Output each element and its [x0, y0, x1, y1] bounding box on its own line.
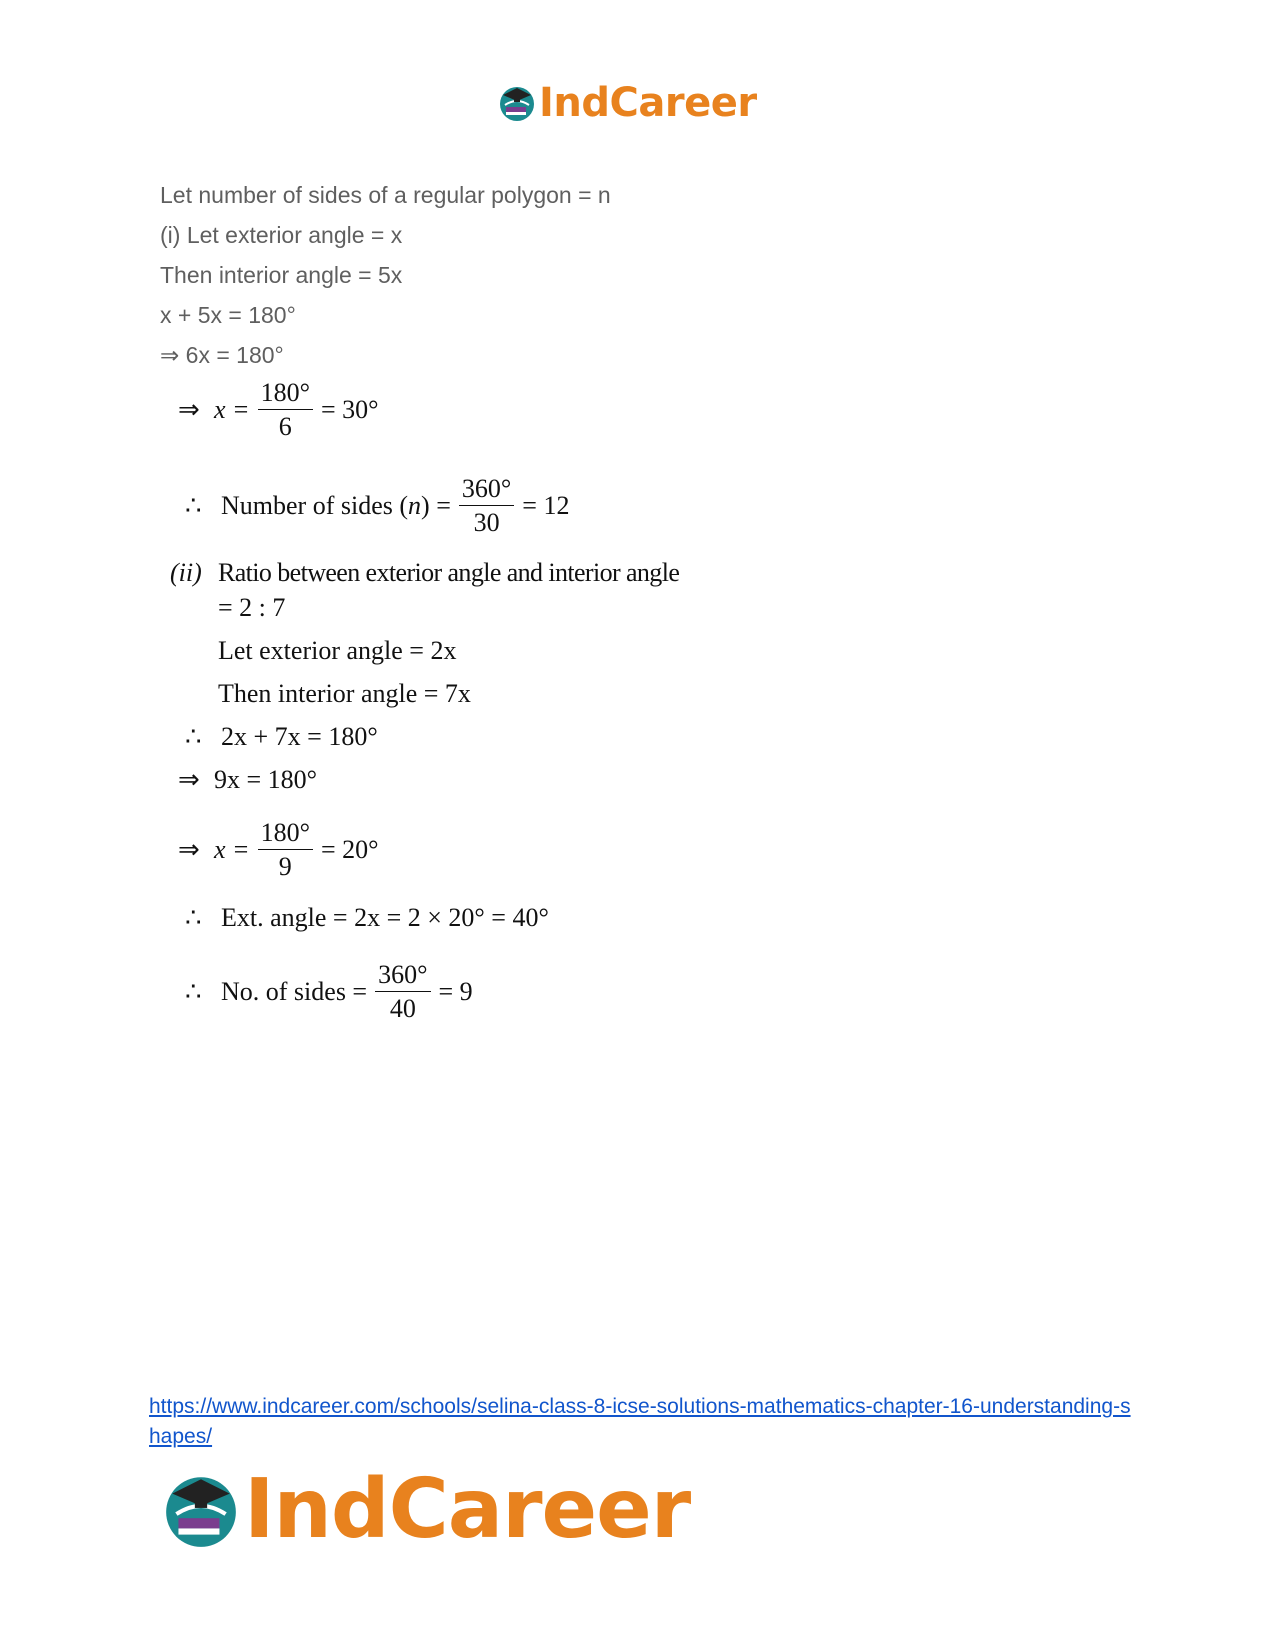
footer-logo: [160, 1462, 691, 1557]
fraction: [258, 820, 313, 880]
denominator: 40: [389, 994, 416, 1023]
intro-line-1: Let number of sides of a regular polygon = n: [160, 182, 611, 208]
intro-line-5: ⇒ 6x = 180°: [160, 342, 284, 368]
equals: =: [436, 491, 451, 520]
sides-result: = 9: [438, 977, 473, 1006]
x-lhs: x =: [214, 395, 250, 424]
part-i-sides-equation: ∴ Number of sides ( n ) = $\frac{360^\circ}{30}$ = 12: [185, 474, 570, 537]
sides-label: Number of sides: [221, 491, 393, 520]
interior-angle-line: Then interior angle = 7x: [218, 679, 471, 708]
part-ii-marker: (ii): [170, 558, 202, 587]
nine-x-text: 9x = 180°: [214, 765, 318, 794]
part-ii-ratio-line: [170, 560, 679, 586]
intro-line-4: x + 5x = 180°: [160, 302, 296, 328]
numerator: 360°: [375, 962, 430, 992]
nine-x-equation: [178, 767, 317, 793]
ext-angle-equation: [185, 905, 549, 931]
sum-text: 2x + 7x = 180°: [221, 722, 378, 751]
x-result: = 20°: [321, 835, 379, 864]
therefore-symbol: ∴: [185, 491, 202, 520]
therefore-symbol: ∴: [185, 977, 202, 1006]
numerator: 360°: [459, 476, 514, 506]
fraction: [459, 476, 514, 536]
fraction: [258, 380, 313, 440]
part-ii-x-equation: [178, 820, 379, 880]
ratio-text: Ratio between exterior angle and interior angle: [218, 558, 680, 587]
ext-angle-text: Ext. angle = 2x = 2 × 20° = 40°: [221, 903, 549, 932]
globe-graduation-cap-icon: [497, 83, 537, 123]
logo-wordmark: IndCareer: [244, 1462, 691, 1557]
source-url-link[interactable]: https://www.indcareer.com/schools/selina-class-8-icse-solutions-mathematics-chapter-16-understanding-shapes/: [149, 1395, 1131, 1448]
therefore-symbol: ∴: [185, 903, 202, 932]
part-i-x-equation: [178, 380, 379, 440]
x-result: = 30°: [321, 395, 379, 424]
logo-wordmark: IndCareer: [539, 80, 757, 126]
numerator: 180°: [258, 380, 313, 410]
part-ii-sides-equation: [185, 962, 473, 1022]
ratio-value: = 2 : 7: [218, 593, 286, 622]
intro-line-2: (i) Let exterior angle = x: [160, 222, 403, 248]
x-lhs: x =: [214, 835, 250, 864]
sides-label: No. of sides =: [221, 977, 368, 1006]
sides-variable: n: [408, 491, 422, 520]
fraction: [375, 962, 430, 1022]
globe-graduation-cap-icon: [160, 1469, 242, 1551]
intro-line-3: Then interior angle = 5x: [160, 262, 403, 288]
header-logo: [497, 78, 757, 128]
implies-symbol: ⇒: [178, 835, 200, 864]
implies-symbol: ⇒: [178, 765, 200, 794]
sides-result: = 12: [522, 491, 570, 520]
sum-equation: [185, 724, 378, 750]
denominator: 9: [278, 852, 292, 881]
denominator: 6: [278, 412, 292, 441]
therefore-symbol: ∴: [185, 722, 202, 751]
exterior-angle-line: Let exterior angle = 2x: [218, 636, 457, 665]
numerator: 180°: [258, 820, 313, 850]
implies-symbol: ⇒: [178, 395, 200, 424]
denominator: 30: [473, 508, 500, 537]
